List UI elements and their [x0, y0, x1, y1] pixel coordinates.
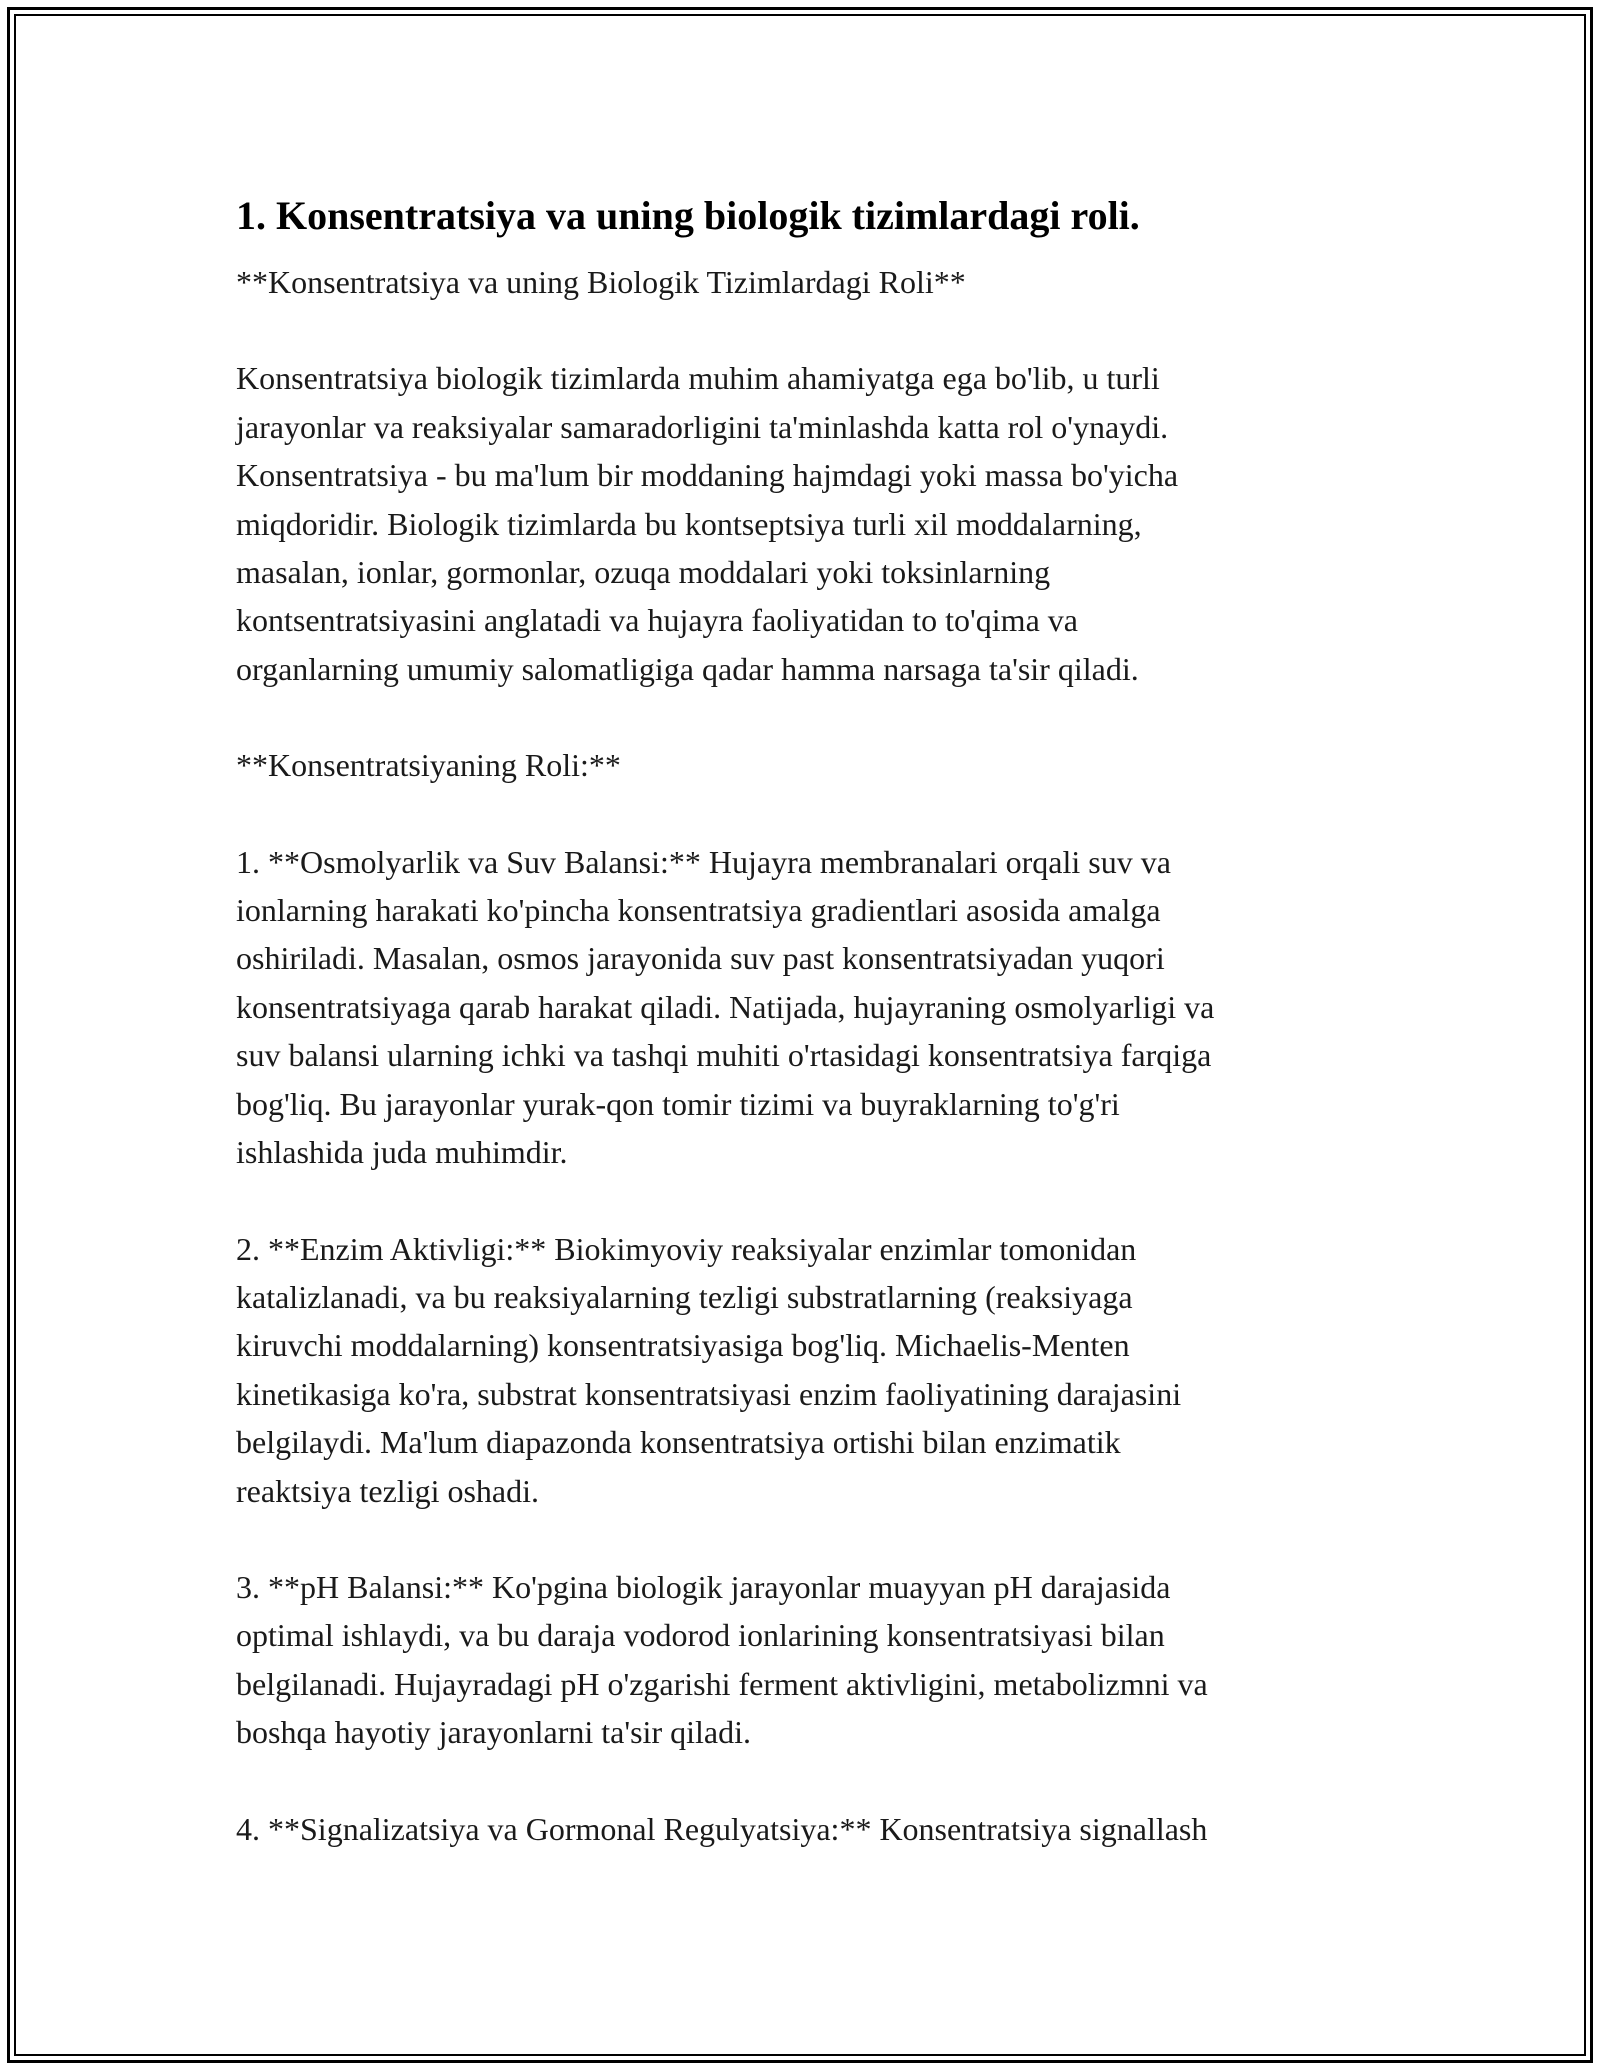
list-item-signaling: 4. **Signalizatsiya va Gormonal Regulyatsiya:** Konsentratsiya signallash: [236, 1810, 1208, 1847]
roles-heading: **Konsentratsiyaning Roli:**: [236, 747, 621, 784]
document-body: [236, 188, 1376, 1901]
section-heading: **Konsentratsiya va uning Biologik Tizimlardagi Roli**: [236, 264, 966, 300]
intro-paragraph: Konsentratsiya biologik tizimlarda muhim ahamiyatga ega bo'lib, u turli jarayonlar va reaksiyalar samaradorligini ta'minlashda katta rol o'ynaydi. Konsentratsiya - bu ma'lum bir moddaning hajmdagi yoki massa bo'yicha miqdoridir. Biologik tizimlarda bu kontseptsiya turli xil moddalarning, masalan, ionlar, gormonlar, ozuqa moddalari yoki toksinlarning kontsentratsiyasini anglatadi va hujayra faoliyatidan to to'qima va organlarning umumiy salomatligiga qadar hamma narsaga ta'sir qiladi.: [236, 360, 1179, 687]
list-item-osmolarity: 1. **Osmolyarlik va Suv Balansi:** Hujayra membranalari orqali suv va ionlarning harakati ko'pincha konsentratsiya gradientlari asosida amalga oshiriladi. Masalan, osmos jarayonida suv past konsentratsiyadan yuqori konsentratsiyaga qarab harakat qiladi. Natijada, hujayraning osmolyarligi va suv balansi ularning ichki va tashqi muhiti o'rtasidagi konsentratsiya farqiga bog'liq. Bu jarayonlar yurak-qon tomir tizimi va buyraklarning to'g'ri ishlashida juda muhimdir.: [236, 843, 1215, 1171]
list-item-ph-balance: 3. **pH Balansi:** Ko'pgina biologik jarayonlar muayyan pH darajasida optimal ishlaydi, va bu daraja vodorod ionlarining konsentratsiyasi bilan belgilanadi. Hujayradagi pH o'zgarishi ferment aktivligini, metabolizmni va boshqa hayotiy jarayonlarni ta'sir qiladi.: [236, 1568, 1208, 1751]
list-item-enzyme-activity: 2. **Enzim Aktivligi:** Biokimyoviy reaksiyalar enzimlar tomonidan katalizlanadi, va bu reaksiyalarning tezligi substratlarning (reaksiyaga kiruvchi moddalarning) konsentratsiyasiga bog'liq. Michaelis-Menten kinetikasiga ko'ra, substrat konsentratsiyasi enzim faoliyatining darajasini belgilaydi. Ma'lum diapazonda konsentratsiya ortishi bilan enzimatik reaktsiya tezligi oshadi.: [236, 1230, 1182, 1509]
document-title: 1. Konsentratsiya va uning biologik tizimlardagi roli.: [236, 193, 1140, 238]
